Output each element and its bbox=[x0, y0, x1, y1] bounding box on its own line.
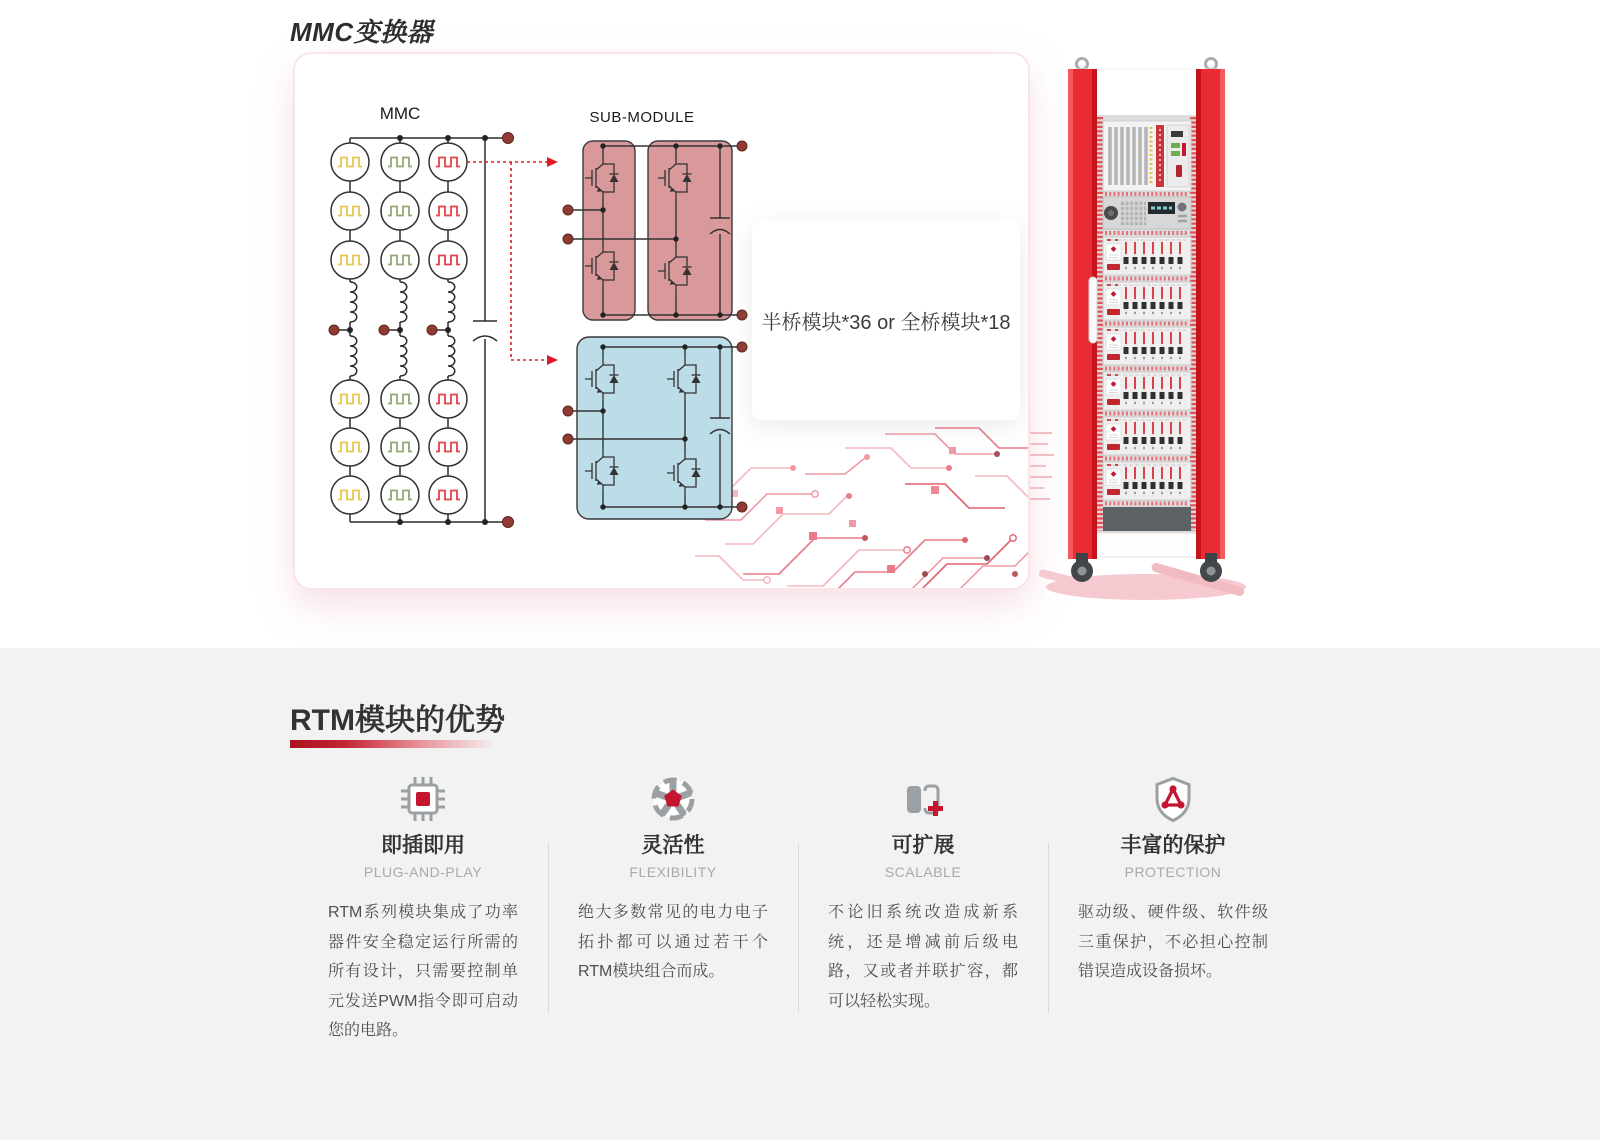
features-row bbox=[298, 775, 1302, 1046]
feature-column-plug-and-play bbox=[298, 775, 548, 1046]
column-divider bbox=[1048, 843, 1049, 1013]
feature-subtitle: PROTECTION bbox=[1124, 864, 1222, 880]
feature-column-protection bbox=[1048, 775, 1298, 1046]
lifting-eye-icon bbox=[1077, 59, 1088, 70]
mmc-section-title: MMC变换器 bbox=[290, 17, 434, 47]
module-note-card bbox=[752, 220, 1020, 420]
chip-icon bbox=[399, 775, 447, 823]
advantages-title: RTM模块的优势 bbox=[290, 704, 505, 737]
feature-body: 不论旧系统改造成新系统，还是增减前后级电路，又或者并联扩容，都可以轻松实现。 bbox=[828, 904, 1018, 1010]
rack-door-handle bbox=[1089, 277, 1097, 343]
feature-body: RTM系列模块集成了功率器件安全稳定运行所需的所有设计，只需要控制单元发送PWM指令即可启动您的电路。 bbox=[328, 904, 518, 1040]
football-icon bbox=[649, 775, 697, 823]
section-advantages bbox=[0, 648, 1600, 1140]
mmc-diagram-label: MMC bbox=[379, 104, 421, 123]
diagram-card bbox=[293, 52, 1030, 590]
feature-subtitle: PLUG-AND-PLAY bbox=[363, 864, 483, 880]
feature-column-flexibility bbox=[548, 775, 798, 1046]
feature-title: 灵活性 bbox=[641, 834, 705, 857]
rack-power-supply bbox=[1103, 197, 1191, 229]
feature-body: 驱动级、硬件级、软件级三重保护，不必担心控制错误造成设备损坏。 bbox=[1078, 904, 1268, 981]
pink-lines-decoration bbox=[1030, 433, 1054, 499]
scalable-icon bbox=[899, 775, 947, 823]
pcb-traces-decoration bbox=[695, 424, 1030, 590]
feature-title: 可扩展 bbox=[891, 834, 955, 857]
advantages-underline bbox=[290, 740, 497, 748]
feature-title: 丰富的保护 bbox=[1120, 834, 1226, 857]
feature-subtitle: FLEXIBILITY bbox=[629, 864, 717, 880]
feature-title: 即插即用 bbox=[381, 834, 465, 857]
lifting-eye-icon bbox=[1206, 59, 1217, 70]
column-divider bbox=[548, 843, 549, 1013]
submodule-label: SUB-MODULE bbox=[589, 109, 695, 126]
feature-subtitle: SCALABLE bbox=[884, 864, 962, 880]
equipment-rack-illustration bbox=[1030, 55, 1250, 640]
column-divider bbox=[798, 843, 799, 1013]
shield-icon bbox=[1149, 775, 1197, 823]
feature-column-scalable bbox=[798, 775, 1048, 1046]
rack-card-cage bbox=[1103, 121, 1191, 191]
module-note-text: 半桥模块*36 or 全桥模块*18 bbox=[761, 311, 1011, 334]
feature-body: 绝大多数常见的电力电子拓扑都可以通过若干个RTM模块组合而成。 bbox=[578, 904, 768, 981]
